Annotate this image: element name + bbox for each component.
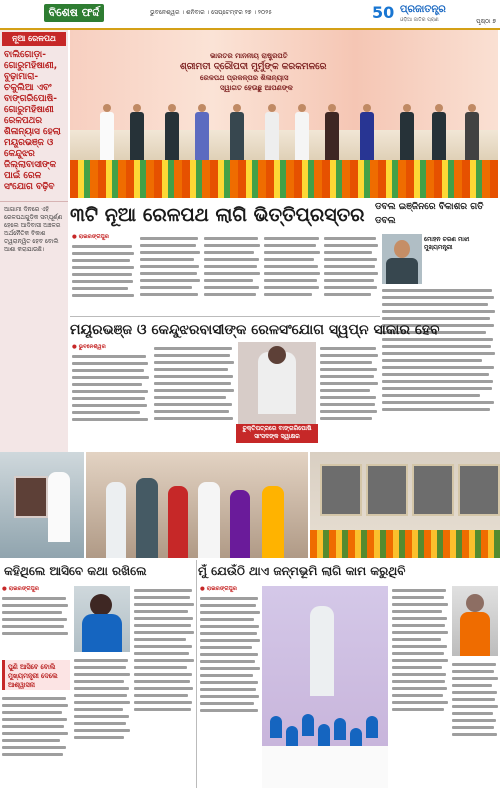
- story-byline: [72, 234, 136, 241]
- main-subhead: ଡବଲ ଇଞ୍ଜିନରେ ବିକାଶର ଗତି ଡବଲ: [375, 202, 484, 226]
- banner-line: ରେଳପଥ ପ୍ରକଳ୍ପର ଶିଳାନ୍ୟାସ: [200, 74, 289, 82]
- photo-strip: [0, 452, 500, 558]
- student-figure: [270, 716, 282, 738]
- main-headline-row: [70, 200, 498, 230]
- story-byline: [200, 586, 260, 593]
- story-text-column: [324, 234, 378, 316]
- crowd-greeting-photo: [86, 452, 308, 558]
- story-text-column: [74, 656, 130, 788]
- highlight-box: ପୁଣି ଆସିବେ ବୋଲି ମୁଖ୍ୟମନ୍ତ୍ରୀ ଦେଲେ ଆଶ୍ୱାସନା: [2, 660, 70, 690]
- student-figure: [366, 716, 378, 738]
- story-text-column: [72, 242, 136, 316]
- flower-decoration: [70, 160, 498, 198]
- student-figure: [334, 718, 346, 740]
- bottom-left-headline: କହିଥିଲେ ଆସିବେ କଥା ରଖିଲେ: [4, 564, 147, 578]
- person-figure: [195, 104, 209, 160]
- plaque: [458, 464, 500, 516]
- gift-presentation-photo: [0, 452, 84, 558]
- speaker-photo: [452, 586, 498, 656]
- byline: ● ରାଇରଙ୍ଗପୁର: [72, 234, 109, 240]
- byline: ● ରାଇରଙ୍ଗପୁର: [2, 586, 39, 592]
- story-text-column: [72, 352, 150, 448]
- story-text-column: [2, 594, 70, 658]
- dateline: ଭୁବନେଶ୍ୱର । ଶନିବାର । ସେପ୍ଟେମ୍ବର ୨୭ । ୨୦୨୫: [150, 9, 272, 16]
- inset-caption: ଚୁକ୍ତିପତ୍ରରେ ବାଙ୍ଗରିପୋଷି ସାଂସଦଙ୍କ ସ୍ୱାକ୍ଷର: [236, 424, 318, 443]
- page-header: [0, 0, 500, 30]
- portrait-caption: ମୋହନ ଚରଣ ମାଝୀ ମୁଖ୍ୟମନ୍ତ୍ରୀ: [424, 236, 470, 251]
- person-figure: [130, 104, 144, 160]
- sidebar-panel: [0, 30, 68, 500]
- sidebar-body: ଆଗାମୀ ଦିନରେ ଏହି ରେଳପଥଗୁଡ଼ିକ ସମ୍ପୂର୍ଣ୍ଣ ହେଲେ ଆଦିବାସୀ ଅଞ୍ଚଳର ଅର୍ଥନୈତିକ ବିକାଶ ତ୍ୱରାନ୍ୱିତ ହେବ ବୋଲି ଆଶା କରାଯାଉଛି।: [0, 201, 68, 258]
- sidebar-tag: ନୂଆ ରେଳପଥ: [2, 32, 66, 46]
- banner-line: ଭାରତର ମାନନୀୟ ରାଷ୍ଟ୍ରପତି: [210, 52, 288, 60]
- section-tag: ବିଶେଷ ଫର୍ଦ୍ଦ: [44, 4, 104, 22]
- person-figure: [165, 104, 179, 160]
- event-stage-photo: [70, 30, 498, 198]
- story-text-column: [264, 234, 320, 316]
- story-text-column: [134, 586, 194, 788]
- student-photo: [74, 586, 130, 652]
- story-text-column: [320, 344, 378, 448]
- story-text-column: [200, 594, 260, 788]
- person-figure: [295, 104, 309, 160]
- column-rule: [196, 560, 197, 788]
- person-figure: [265, 104, 279, 160]
- story-text-column: [2, 694, 70, 788]
- banner-line: ଶ୍ରୀମତୀ ଦ୍ରୌପଦୀ ମୁର୍ମୁଙ୍କ କରକମଳରେ: [180, 62, 327, 72]
- bottom-right-headline: ମୁଁ ଯେଉଁଠି ଥାଏ ଜନ୍ମଭୂମି ଲାଗି କାମ କରୁଥିବି: [198, 564, 406, 578]
- person-figure: [325, 104, 339, 160]
- plaque: [412, 464, 454, 516]
- sidebar-lead: ବାଲିଗୋଡ଼ା-ଗୋରୁମହିଷାଣୀ, ବୁଢ଼ାମାରା-ଚକୁଲିଆ ଏବଂ ବାଙ୍ଗରିପୋଷି-ଗୋରୁମହିଷାଣୀ ରେଳପଥର ଶିଳାନ୍ୟାସ ହେଲା ମୟୂରଭଞ୍ଜ ଓ କେନ୍ଦୁଝର ଜିଲ୍ଲାବାସୀଙ୍କ ପାଇଁ ରେଳ ସଂଯୋଗ ବଢ଼ିବ: [4, 50, 61, 192]
- story-text-column: [382, 286, 496, 446]
- story-byline: [72, 344, 150, 351]
- flower-decoration: [310, 530, 500, 558]
- brand-name: ପ୍ରଜାତନ୍ତ୍ର: [400, 4, 446, 15]
- person-figure: [100, 104, 114, 160]
- person-figure: [230, 104, 244, 160]
- person-figure: [360, 104, 374, 160]
- byline: ● ରାଇରଙ୍ଗପୁର: [200, 586, 237, 592]
- story-text-column: [452, 660, 498, 788]
- story-text-column: [154, 344, 234, 448]
- banner-line: ସ୍ୱାଗତ ହେଉଛୁ ଆପଣଙ୍କ: [220, 84, 293, 92]
- student-figure: [286, 726, 298, 748]
- person-figure: [400, 104, 414, 160]
- second-headline: ମୟୂରଭଞ୍ଜ ଓ କେନ୍ଦୁଝରବାସୀଙ୍କ ରେଳସଂଯୋଗ ସ୍ୱପ୍ନ ସାକାର ହେବ: [70, 322, 440, 338]
- brand-tagline: ଓଡ଼ିଆ ଜାତିର ପ୍ରାଣ: [400, 17, 439, 23]
- student-figure: [302, 714, 314, 736]
- story-text-column: [140, 234, 200, 316]
- rule: [70, 316, 380, 317]
- masthead-brand: [372, 2, 492, 26]
- signing-photo: [238, 342, 316, 424]
- story-text-column: [392, 586, 448, 788]
- story-byline: [2, 586, 70, 593]
- plaque: [320, 464, 362, 516]
- student-figure: [318, 724, 330, 746]
- cm-portrait-photo: [382, 234, 422, 284]
- person-figure: [432, 104, 446, 160]
- main-headline: ୩ଟି ନୂଆ ରେଳପଥ ଲାଗି ଭିତ୍ତିପ୍ରସ୍ତର: [70, 204, 365, 226]
- anniversary-logo-icon: 50: [372, 3, 395, 22]
- classroom-photo: [262, 586, 388, 788]
- foundation-plaques-photo: [310, 452, 500, 558]
- story-text-column: [204, 234, 260, 316]
- plaque: [366, 464, 408, 516]
- page-number: ପୃଷ୍ଠା ୭: [476, 18, 496, 25]
- person-figure: [465, 104, 479, 160]
- byline: ● ଭୁବନେଶ୍ୱର: [72, 344, 106, 350]
